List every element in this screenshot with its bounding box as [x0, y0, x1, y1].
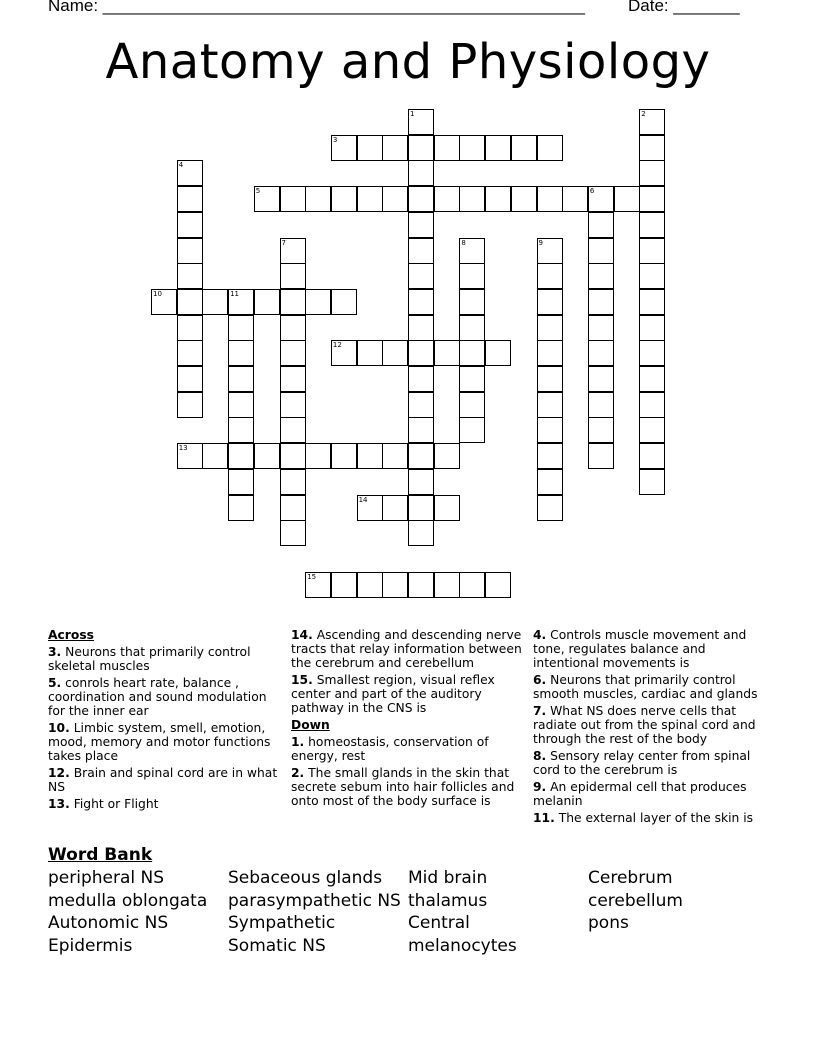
- clue-item: [291, 735, 523, 763]
- grid-cell[interactable]: [485, 340, 511, 366]
- grid-cell[interactable]: [639, 186, 665, 212]
- grid-cell[interactable]: [177, 186, 203, 212]
- grid-cell[interactable]: [459, 315, 485, 341]
- grid-cell[interactable]: [280, 263, 306, 289]
- grid-cell[interactable]: [459, 417, 485, 443]
- clue-number: 4: [178, 161, 184, 170]
- clue-item: [291, 628, 523, 670]
- clue-item-text: An epidermal cell that produces melanin: [533, 780, 747, 808]
- grid-cell[interactable]: [177, 315, 203, 341]
- clue-item-text: Fight or Flight: [69, 797, 159, 811]
- grid-cell[interactable]: [639, 135, 665, 161]
- clue-item-number: 2.: [291, 766, 305, 780]
- grid-cell[interactable]: [228, 417, 254, 443]
- grid-cell[interactable]: [408, 495, 434, 521]
- grid-cell[interactable]: [408, 572, 434, 598]
- clue-number: 6: [589, 187, 595, 196]
- grid-cell[interactable]: [639, 238, 665, 264]
- grid-cell[interactable]: [331, 443, 357, 469]
- clue-item: [533, 673, 765, 701]
- grid-cell[interactable]: [537, 135, 563, 161]
- grid-cell[interactable]: [408, 443, 434, 469]
- grid-cell[interactable]: [151, 289, 177, 315]
- grid-cell[interactable]: [228, 392, 254, 418]
- grid-cell[interactable]: [408, 469, 434, 495]
- grid-cell[interactable]: [280, 495, 306, 521]
- grid-cell[interactable]: [459, 392, 485, 418]
- grid-cell[interactable]: [434, 443, 460, 469]
- grid-cell[interactable]: [485, 135, 511, 161]
- word-bank-entry: medulla oblongata: [48, 890, 208, 911]
- grid-cell[interactable]: [408, 263, 434, 289]
- grid-cell[interactable]: [331, 340, 357, 366]
- grid-cell[interactable]: [408, 186, 434, 212]
- clue-item-number: 5.: [48, 676, 62, 690]
- clue-item: [48, 645, 278, 673]
- grid-cell[interactable]: [588, 263, 614, 289]
- date-field-label[interactable]: Date: _______: [628, 0, 740, 15]
- clue-item-text: Neurons that primarily control smooth muscles, cardiac and glands: [533, 673, 758, 701]
- grid-cell[interactable]: [177, 443, 203, 469]
- grid-cell[interactable]: [177, 160, 203, 186]
- clue-item-number: 8.: [533, 749, 547, 763]
- grid-cell[interactable]: [280, 315, 306, 341]
- grid-cell[interactable]: [639, 443, 665, 469]
- grid-cell[interactable]: [537, 469, 563, 495]
- clue-item-number: 14.: [291, 628, 313, 642]
- grid-cell[interactable]: [459, 366, 485, 392]
- grid-cell[interactable]: [228, 366, 254, 392]
- grid-cell[interactable]: [280, 238, 306, 264]
- clue-number: 5: [255, 187, 261, 196]
- grid-cell[interactable]: [537, 263, 563, 289]
- clue-number: 13: [178, 444, 188, 453]
- grid-cell[interactable]: [382, 186, 408, 212]
- grid-cell[interactable]: [177, 212, 203, 238]
- clue-item: [533, 780, 765, 808]
- grid-cell[interactable]: [408, 366, 434, 392]
- grid-cell[interactable]: [408, 212, 434, 238]
- clue-item-number: 3.: [48, 645, 62, 659]
- clue-item: [533, 811, 765, 825]
- grid-cell[interactable]: [639, 392, 665, 418]
- clue-number: 14: [358, 495, 368, 504]
- grid-cell[interactable]: [639, 340, 665, 366]
- word-bank-entry: thalamus: [408, 890, 488, 911]
- word-bank-entry: Sympathetic: [228, 913, 336, 934]
- grid-cell[interactable]: [228, 315, 254, 341]
- grid-cell[interactable]: [357, 186, 383, 212]
- grid-cell[interactable]: [639, 212, 665, 238]
- grid-cell[interactable]: [305, 443, 331, 469]
- grid-cell[interactable]: [280, 520, 306, 546]
- grid-cell[interactable]: [434, 572, 460, 598]
- grid-cell[interactable]: [254, 289, 280, 315]
- clue-item: [291, 766, 523, 808]
- clue-number: 15: [307, 572, 317, 581]
- grid-cell[interactable]: [537, 289, 563, 315]
- grid-cell[interactable]: [357, 572, 383, 598]
- grid-cell[interactable]: [459, 186, 485, 212]
- grid-cell[interactable]: [228, 289, 254, 315]
- clue-item-text: Smallest region, visual reflex center and part of the auditory pathway in the CNS is: [291, 673, 495, 715]
- clues-column-1: [48, 628, 278, 814]
- grid-cell[interactable]: [177, 366, 203, 392]
- clue-number: 9: [538, 238, 543, 247]
- grid-cell[interactable]: [408, 238, 434, 264]
- clue-item-number: 13.: [48, 797, 70, 811]
- grid-cell[interactable]: [639, 263, 665, 289]
- grid-cell[interactable]: [639, 289, 665, 315]
- grid-cell[interactable]: [177, 263, 203, 289]
- grid-cell[interactable]: [639, 469, 665, 495]
- grid-cell[interactable]: [408, 109, 434, 135]
- grid-cell[interactable]: [588, 366, 614, 392]
- clue-item: [48, 797, 278, 811]
- grid-cell[interactable]: [588, 340, 614, 366]
- clue-item-number: 10.: [48, 721, 70, 735]
- clue-number: 1: [410, 110, 415, 118]
- grid-cell[interactable]: [588, 212, 614, 238]
- clue-item-text: homeostasis, conservation of energy, rest: [291, 735, 489, 763]
- grid-cell[interactable]: [382, 135, 408, 161]
- grid-cell[interactable]: [485, 572, 511, 598]
- grid-cell[interactable]: [280, 366, 306, 392]
- grid-cell[interactable]: [588, 289, 614, 315]
- clue-item: [533, 749, 765, 777]
- clue-item: [533, 704, 765, 746]
- clues-column-2: [291, 628, 523, 811]
- word-bank-entry: melanocytes: [408, 936, 517, 957]
- grid-cell[interactable]: [434, 495, 460, 521]
- clue-number: 12: [332, 341, 342, 350]
- word-bank-entry: Somatic NS: [228, 936, 326, 957]
- grid-cell[interactable]: [305, 289, 331, 315]
- grid-cell[interactable]: [562, 186, 588, 212]
- grid-cell[interactable]: [537, 392, 563, 418]
- grid-cell[interactable]: [331, 135, 357, 161]
- word-bank-entry: Autonomic NS: [48, 913, 169, 934]
- clue-item: [48, 676, 278, 718]
- clue-item-text: Sensory relay center from spinal cord to the cerebrum is: [533, 749, 751, 777]
- clue-item-text: Neurons that primarily control skeletal muscles: [48, 645, 251, 673]
- grid-cell[interactable]: [202, 443, 228, 469]
- grid-cell[interactable]: [434, 340, 460, 366]
- grid-cell[interactable]: [537, 495, 563, 521]
- clue-item-text: Limbic system, smell, emotion, mood, memory and motor functions takes place: [48, 721, 271, 763]
- word-bank-entry: Epidermis: [48, 936, 133, 957]
- clue-item-text: Controls muscle movement and tone, regulates balance and intentional movements is: [533, 628, 747, 670]
- clue-item-number: 1.: [291, 735, 305, 749]
- grid-cell[interactable]: [280, 417, 306, 443]
- grid-cell[interactable]: [280, 289, 306, 315]
- grid-cell[interactable]: [254, 443, 280, 469]
- word-bank-entry: parasympathetic NS: [228, 890, 401, 911]
- grid-cell[interactable]: [280, 469, 306, 495]
- clue-item-text: conrols heart rate, balance , coordination and sound modulation for the inner ear: [48, 676, 267, 718]
- grid-cell[interactable]: [228, 495, 254, 521]
- grid-cell[interactable]: [382, 495, 408, 521]
- grid-cell[interactable]: [177, 392, 203, 418]
- grid-cell[interactable]: [588, 315, 614, 341]
- grid-cell[interactable]: [305, 572, 331, 598]
- grid-cell[interactable]: [537, 186, 563, 212]
- grid-cell[interactable]: [331, 289, 357, 315]
- grid-cell[interactable]: [511, 186, 537, 212]
- clue-item-text: Ascending and descending nerve tracts that relay information between the cerebrum and cerebellum: [291, 628, 522, 670]
- clue-item-number: 9.: [533, 780, 547, 794]
- grid-cell[interactable]: [408, 417, 434, 443]
- grid-cell[interactable]: [537, 238, 563, 264]
- word-bank-entry: Cerebrum: [588, 868, 673, 888]
- clue-item-text: The small glands in the skin that secrete sebum into hair follicles and onto most of the body surface is: [291, 766, 515, 808]
- grid-cell[interactable]: [511, 135, 537, 161]
- clue-section-heading: Across: [48, 628, 94, 642]
- grid-cell[interactable]: [382, 572, 408, 598]
- word-bank-entry: Mid brain: [408, 868, 488, 888]
- grid-cell[interactable]: [639, 366, 665, 392]
- grid-cell[interactable]: [408, 520, 434, 546]
- clue-item-number: 6.: [533, 673, 547, 687]
- grid-cell[interactable]: [459, 340, 485, 366]
- clue-number: 7: [281, 238, 286, 247]
- grid-cell[interactable]: [537, 366, 563, 392]
- page-title: Anatomy and Physiology: [105, 34, 711, 90]
- name-field-label[interactable]: Name: ___________________________________________________: [48, 0, 585, 15]
- grid-cell[interactable]: [177, 289, 203, 315]
- grid-cell[interactable]: [588, 186, 614, 212]
- grid-cell[interactable]: [639, 315, 665, 341]
- grid-cell[interactable]: [639, 417, 665, 443]
- grid-cell[interactable]: [382, 340, 408, 366]
- grid-cell[interactable]: [485, 186, 511, 212]
- grid-cell[interactable]: [357, 495, 383, 521]
- clue-item-number: 11.: [533, 811, 555, 825]
- grid-cell[interactable]: [177, 238, 203, 264]
- clue-item-number: 7.: [533, 704, 547, 718]
- grid-cell[interactable]: [459, 289, 485, 315]
- grid-cell[interactable]: [588, 392, 614, 418]
- grid-cell[interactable]: [280, 186, 306, 212]
- grid-cell[interactable]: [537, 315, 563, 341]
- clue-item: [533, 628, 765, 670]
- grid-cell[interactable]: [202, 289, 228, 315]
- clue-number: 3: [332, 135, 338, 144]
- word-bank-entry: pons: [588, 913, 629, 934]
- grid-cell[interactable]: [408, 289, 434, 315]
- grid-cell[interactable]: [588, 238, 614, 264]
- clues-column-3: [533, 628, 765, 828]
- grid-cell[interactable]: [639, 109, 665, 135]
- grid-cell[interactable]: [408, 135, 434, 161]
- grid-cell[interactable]: [459, 263, 485, 289]
- grid-cell[interactable]: [357, 135, 383, 161]
- grid-cell[interactable]: [537, 340, 563, 366]
- word-bank-entry: peripheral NS: [48, 868, 165, 888]
- grid-cell[interactable]: [537, 443, 563, 469]
- word-bank-entry: Central: [408, 913, 470, 934]
- clue-item-number: 15.: [291, 673, 313, 687]
- clue-item: [48, 721, 278, 763]
- clue-item-text: What NS does nerve cells that radiate out from the spinal cord and through the rest of the body: [533, 704, 756, 746]
- grid-cell[interactable]: [537, 417, 563, 443]
- grid-cell[interactable]: [280, 443, 306, 469]
- grid-cell[interactable]: [408, 315, 434, 341]
- grid-cell[interactable]: [357, 443, 383, 469]
- grid-cell[interactable]: [177, 340, 203, 366]
- clue-section-heading: Down: [291, 718, 330, 732]
- clue-number: 11: [230, 289, 240, 298]
- grid-cell[interactable]: [408, 160, 434, 186]
- grid-cell[interactable]: [331, 572, 357, 598]
- grid-cell[interactable]: [305, 186, 331, 212]
- grid-cell[interactable]: [228, 340, 254, 366]
- grid-cell[interactable]: [588, 443, 614, 469]
- clue-item: [48, 766, 278, 794]
- clue-item-text: Brain and spinal cord are in what NS: [48, 766, 278, 794]
- clue-number: 8: [461, 238, 466, 247]
- grid-cell[interactable]: [280, 340, 306, 366]
- grid-cell[interactable]: [357, 340, 383, 366]
- grid-cell[interactable]: [280, 392, 306, 418]
- grid-cell[interactable]: [382, 443, 408, 469]
- grid-cell[interactable]: [434, 186, 460, 212]
- grid-cell[interactable]: [331, 186, 357, 212]
- word-bank-title: Word Bank: [48, 845, 153, 865]
- grid-cell[interactable]: [434, 135, 460, 161]
- clue-number: 10: [153, 289, 162, 298]
- clue-item-number: 4.: [533, 628, 547, 642]
- grid-cell[interactable]: [639, 160, 665, 186]
- grid-cell[interactable]: [614, 186, 640, 212]
- clue-number: 2: [641, 110, 646, 118]
- grid-cell[interactable]: [408, 392, 434, 418]
- grid-cell[interactable]: [228, 443, 254, 469]
- clue-item-number: 12.: [48, 766, 70, 780]
- grid-cell[interactable]: [459, 238, 485, 264]
- grid-cell[interactable]: [459, 572, 485, 598]
- word-bank-entry: cerebellum: [588, 890, 683, 911]
- grid-cell[interactable]: [459, 135, 485, 161]
- grid-cell[interactable]: [254, 186, 280, 212]
- grid-cell[interactable]: [408, 340, 434, 366]
- grid-cell[interactable]: [228, 469, 254, 495]
- grid-cell[interactable]: [588, 417, 614, 443]
- word-bank-entry: Sebaceous glands: [228, 868, 383, 888]
- clue-item-text: The external layer of the skin is: [554, 811, 754, 825]
- clue-item: [291, 673, 523, 715]
